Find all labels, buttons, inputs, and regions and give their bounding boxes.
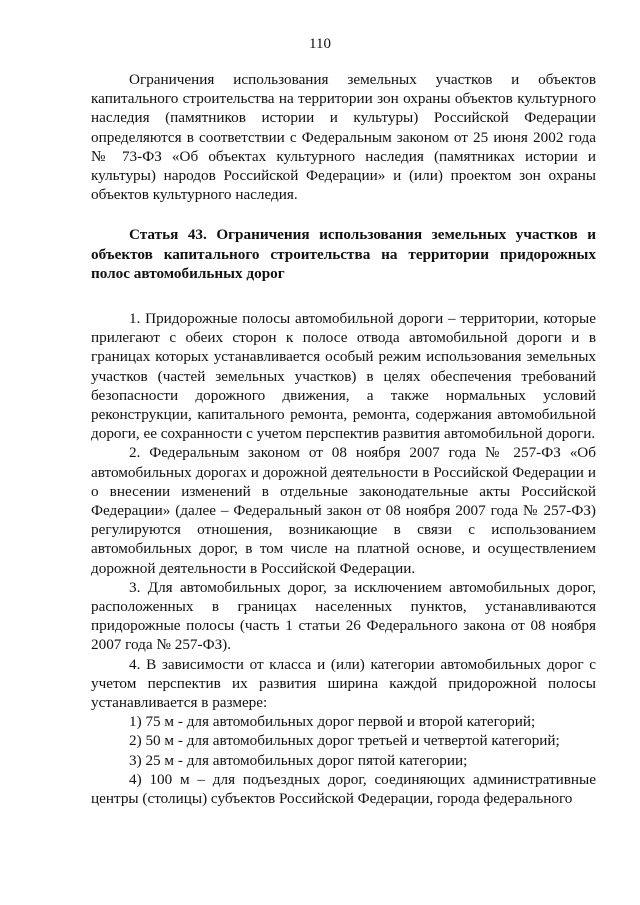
page-number: 110 <box>309 36 331 52</box>
list-item-4: 4) 100 м – для подъездных дорог, соединяющих административные центры (столицы) субъектов Российской Федерации, города федерального <box>91 770 596 807</box>
paragraph-3: 3. Для автомобильных дорог, за исключением автомобильных дорог, расположенных в границах населенных пунктов, устанавливаются придорожные полосы (часть 1 статьи 26 Федерального закона от 08 ноября 2007 года № 257-ФЗ). <box>91 578 596 654</box>
paragraph-1: 1. Придорожные полосы автомобильной дороги – территории, которые прилегают с обеих сторон к полосе отвода автомобильной дороги и в границах которых устанавливается особый режим использования земельных участков (частей земельных участков) в целях обеспечения требований безопасности дорожного движения, а также нормальных условий реконструкции, капитального ремонта, ремонта, содержания автомобильной дороги, ее сохранности с учетом перспектив развития автомобильной дороги. <box>91 309 596 443</box>
intro-paragraph: Ограничения использования земельных участков и объектов капитального строительства на территории зон охраны объектов культурного наследия (памятников истории и культуры) Российской Федерации определяются в соответствии с Федеральным законом от 25 июня 2002 года № 73-ФЗ «Об объектах культурного наследия (памятниках истории и культуры) народов Российской Федерации» и (или) проектом зон охраны объектов культурного наследия. <box>91 71 596 204</box>
list-item-1: 1) 75 м - для автомобильных дорог первой и второй категорий; <box>129 713 536 731</box>
paragraph-4: 4. В зависимости от класса и (или) категории автомобильных дорог с учетом перспектив их развития ширина каждой придорожной полосы устанавливается в размере: <box>91 655 596 711</box>
page-content <box>91 70 596 808</box>
list-item-3: 3) 25 м - для автомобильных дорог пятой категории; <box>129 751 468 769</box>
list-item-2: 2) 50 м - для автомобильных дорог третьей и четвертой категорий; <box>129 732 560 750</box>
paragraph-2: 2. Федеральным законом от 08 ноября 2007 года № 257-ФЗ «Об автомобильных дорогах и дорожной деятельности в Российской Федерации и о внесении изменений в отдельные законодательные акты Российской Федерации» (далее – Федеральный закон от 08 ноября 2007 года № 257-ФЗ) регулируются отношения, возникающие в связи с использованием автомобильных дорог, в том числе на платной основе, и осуществлением дорожной деятельности в Российской Федерации. <box>91 444 596 577</box>
article-heading: Статья 43. Ограничения использования земельных участков и объектов капитального строительства на территории придорожных полос автомобильных дорог <box>91 226 596 283</box>
